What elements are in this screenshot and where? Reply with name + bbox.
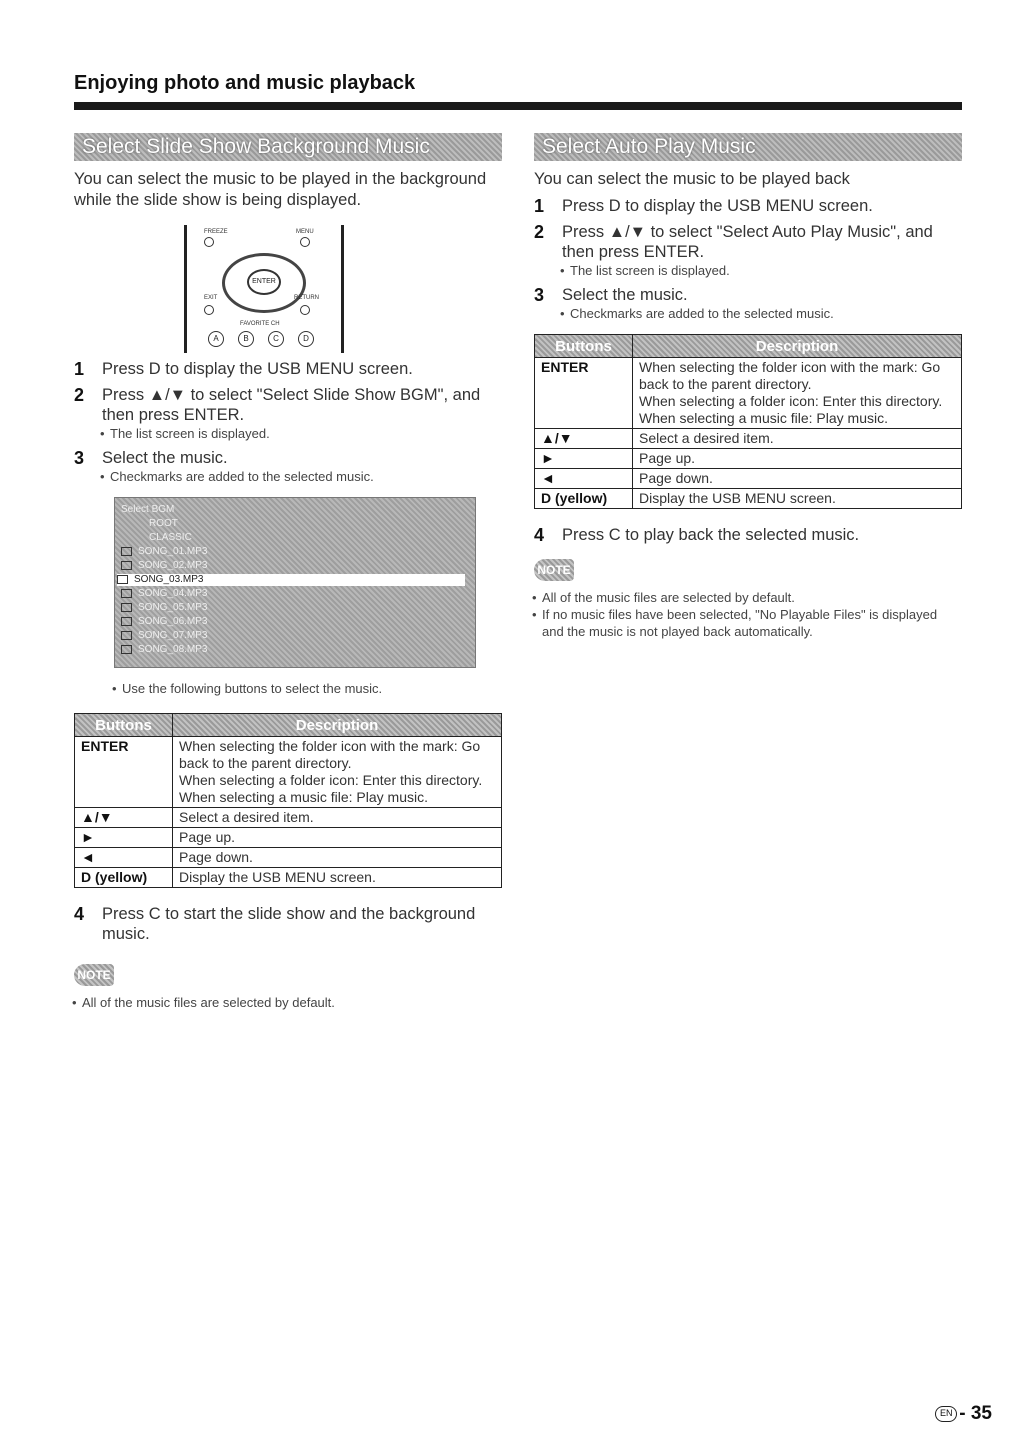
section-title-auto-play-music: Select Auto Play Music	[534, 133, 962, 161]
right-column	[534, 133, 962, 640]
osd-row: SONG_02.MP3	[121, 560, 207, 572]
buttons-table-right: Buttons Description ENTER When selecting the folder icon with the mark: Go back to the parent directory. When selecting a folder icon: Enter this directory. When selecting a music file: Play music. ▲/▼ Select a desired item. ► Page up. ◄ Page down. D (yellow) Display the USB MENU screen.	[534, 334, 962, 509]
step-item: 2 Press ▲/▼ to select "Select Slide Show BGM", and then press ENTER. • The list screen is displayed.	[74, 385, 502, 442]
page-header	[74, 72, 962, 95]
return-label: RETURN	[294, 295, 319, 301]
checkbox-icon	[121, 617, 132, 626]
table-row: ► Page up.	[75, 828, 502, 848]
section-title-slide-show-bgm: Select Slide Show Background Music	[74, 133, 502, 161]
osd-row-selected: SONG_03.MP3	[117, 574, 465, 586]
note-item: • If no music files have been selected, "No Playable Files" is displayed and the music is not played back automatically.	[534, 606, 962, 640]
left-column	[74, 133, 502, 1011]
select-bgm-screen	[114, 497, 476, 668]
header-rule	[74, 102, 962, 110]
c-button-icon: C	[268, 331, 284, 347]
return-button-icon	[300, 305, 310, 315]
checkbox-icon	[121, 631, 132, 640]
enter-button-icon: ENTER	[247, 269, 281, 295]
note-badge-icon: NOTE	[74, 964, 114, 986]
table-row: ▲/▼ Select a desired item.	[535, 429, 962, 449]
table-row: ENTER When selecting the folder icon with the mark: Go back to the parent directory. When selecting a folder icon: Enter this directory. When selecting a music file: Play music.	[535, 358, 962, 429]
use-buttons-note: • Use the following buttons to select the music.	[114, 680, 502, 697]
remote-illustration	[184, 225, 344, 353]
table-row: ◄ Page down.	[75, 848, 502, 868]
checkbox-icon	[121, 547, 132, 556]
right-steps	[534, 196, 962, 322]
osd-row: SONG_01.MP3	[121, 546, 207, 558]
osd-row-classic: CLASSIC	[149, 532, 192, 543]
checkbox-icon	[117, 575, 128, 584]
checkbox-icon	[121, 645, 132, 654]
note-item: • All of the music files are selected by default.	[534, 589, 962, 606]
menu-label: MENU	[296, 229, 314, 235]
language-badge-icon: EN	[935, 1406, 957, 1422]
table-row: D (yellow) Display the USB MENU screen.	[535, 489, 962, 509]
step-item: 1 Press D to display the USB MENU screen.	[534, 196, 873, 216]
step-item: 3 Select the music. • Checkmarks are added to the selected music.	[74, 448, 502, 485]
page-title: Enjoying photo and music playback	[74, 72, 416, 94]
exit-button-icon	[204, 305, 214, 315]
left-intro: You can select the music to be played in the background while the slide show is being displayed.	[74, 170, 487, 209]
right-intro: You can select the music to be played back	[534, 170, 850, 188]
checkbox-icon	[121, 603, 132, 612]
osd-row: SONG_06.MP3	[121, 616, 207, 628]
note-badge-icon: NOTE	[534, 559, 574, 581]
osd-row: SONG_05.MP3	[121, 602, 207, 614]
menu-button-icon	[300, 237, 310, 247]
table-row: ◄ Page down.	[535, 469, 962, 489]
left-notes	[74, 964, 502, 1011]
step-item: 3 Select the music. • Checkmarks are added to the selected music.	[534, 285, 962, 322]
left-steps	[74, 359, 502, 485]
favorite-ch-label: FAVORITE CH	[240, 321, 280, 327]
freeze-label: FREEZE	[204, 229, 228, 235]
exit-label: EXIT	[204, 295, 218, 301]
step-item: 2 Press ▲/▼ to select "Select Auto Play Music", and then press ENTER. • The list screen is displayed.	[534, 222, 962, 279]
table-row: D (yellow) Display the USB MENU screen.	[75, 868, 502, 888]
b-button-icon: B	[238, 331, 254, 347]
osd-row: SONG_04.MP3	[121, 588, 207, 600]
table-row: ENTER When selecting the folder icon with the mark: Go back to the parent directory. When selecting a folder icon: Enter this directory. When selecting a music file: Play music.	[75, 737, 502, 808]
d-button-icon: D	[298, 331, 314, 347]
checkbox-icon	[121, 589, 132, 598]
osd-row: SONG_07.MP3	[121, 630, 207, 642]
checkbox-icon	[121, 561, 132, 570]
osd-row-root: ROOT	[149, 518, 178, 529]
table-row: ▲/▼ Select a desired item.	[75, 808, 502, 828]
table-row: ► Page up.	[535, 449, 962, 469]
freeze-button-icon	[204, 237, 214, 247]
a-button-icon: A	[208, 331, 224, 347]
buttons-table-left: Buttons Description ENTER When selecting the folder icon with the mark: Go back to the parent directory. When selecting a folder icon: Enter this directory. When selecting a music file: Play music. ▲/▼ Select a desired item. ► Page up. ◄ Page down. D (yellow) Display the USB MENU screen.	[74, 713, 502, 888]
step-item: 4 Press C to start the slide show and the background music.	[74, 904, 476, 943]
step-item: 4 Press C to play back the selected music.	[534, 525, 860, 545]
step-item: 1 Press D to display the USB MENU screen.	[74, 359, 413, 379]
osd-row: SONG_08.MP3	[121, 644, 207, 656]
right-notes	[534, 559, 962, 640]
osd-title: Select BGM	[121, 504, 175, 515]
page-number: EN - 35	[935, 1403, 992, 1425]
note-item: • All of the music files are selected by default.	[74, 994, 502, 1011]
